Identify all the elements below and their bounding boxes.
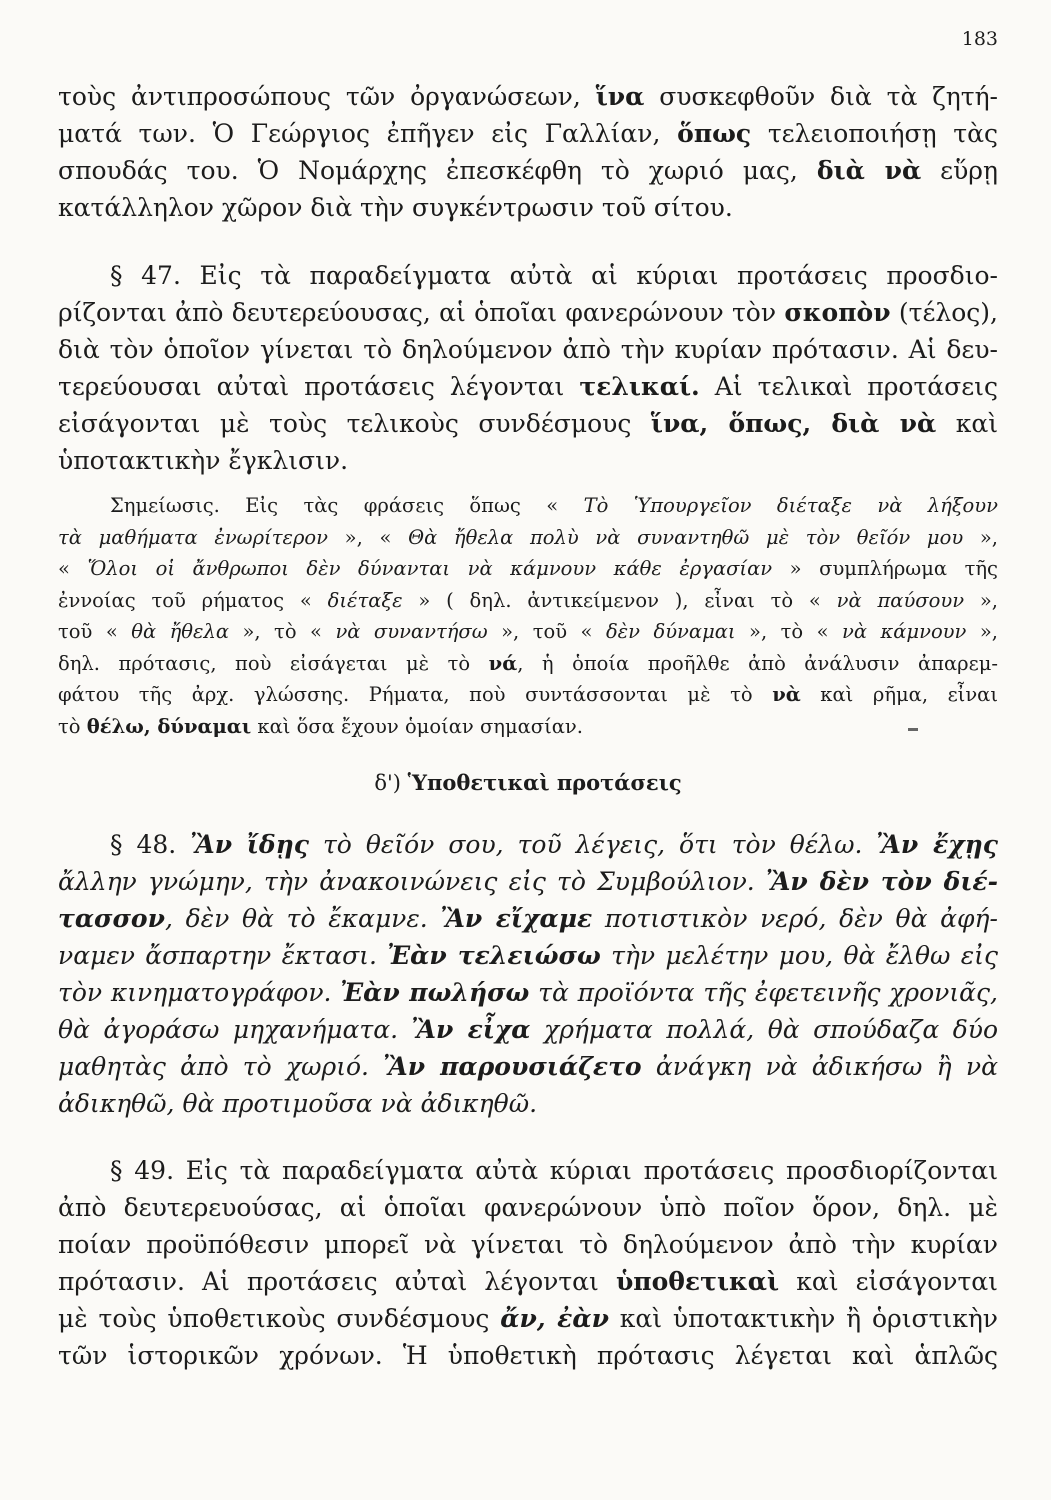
text-line	[58, 442, 998, 479]
text-run: τελικαί.	[579, 372, 700, 401]
text-run: ποτιστικὸν νερό, δὲν θὰ ἀφή-	[592, 904, 998, 933]
text-run: σπουδάς του. Ὁ Νομάρχης ἐπεσκέφθη τὸ χωριό μας,	[58, 156, 817, 185]
text-run: καὶ ὑποτακτικὴν ἢ ὁριστικὴν	[608, 1304, 999, 1333]
text-line	[58, 900, 998, 937]
text-run: τελειοποιήσῃ τὰς	[751, 119, 998, 148]
text-run: ἀπὸ δευτερευούσας, αἱ ὁποῖαι φανερώνουν ὑπὸ ποῖον ὅρον, δηλ. μὲ	[58, 1193, 998, 1222]
text-line	[58, 405, 998, 442]
text-run: ἀνάγκη νὰ ἀδικήσω ἢ νὰ	[641, 1052, 998, 1081]
text-run: , ἡ ὁποία προῆλθε ἀπὸ ἀνάλυσιν ἀπαρεμ-	[517, 651, 998, 675]
text-line	[58, 78, 998, 115]
text-run: τὰ προϊόντα τῆς ἐφετεινῆς χρονιᾶς,	[529, 978, 998, 1007]
text-run: κατάλληλον χῶρον διὰ τὴν συγκέντρωσιν τοῦ σίτου.	[58, 193, 733, 222]
text-line	[58, 1189, 998, 1226]
text-run: Σημείωσις. Εἰς τὰς φράσεις ὅπως «	[110, 494, 584, 517]
text-run: τοῦ «	[58, 620, 132, 643]
text-run: § 48.	[110, 830, 191, 859]
text-line	[58, 1300, 998, 1337]
text-line	[58, 1152, 998, 1189]
text-run: Ὑποθετικαὶ προτάσεις	[407, 770, 682, 795]
text-run: τασσον	[58, 904, 165, 933]
text-run: ρίζονται ἀπὸ δευτερεύουσας, αἱ ὁποῖαι φανερώνουν τὸν	[58, 298, 785, 327]
text-run: Τὸ Ὑπουργεῖον διέταξε νὰ λήξουν	[583, 494, 999, 517]
text-line	[58, 1011, 998, 1048]
text-line	[58, 368, 998, 405]
text-run: », τοῦ «	[487, 620, 606, 643]
text-run: », τὸ «	[229, 620, 336, 643]
page-number: 183	[961, 28, 998, 50]
text-run: ματά των. Ὁ Γεώργιος ἐπῆγεν εἰς Γαλλίαν,	[58, 119, 678, 148]
text-run: Ἂν εἴχαμε	[440, 904, 593, 933]
text-run: νὰ συναντήσω	[335, 620, 488, 643]
text-run: τὴν μελέτην μου, θὰ ἔλθω εἰς	[600, 941, 998, 970]
text-run: σκοπὸν	[784, 298, 891, 327]
text-run: ἀδικηθῶ, θὰ προτιμοῦσα νὰ ἀδικηθῶ.	[58, 1089, 538, 1118]
text-line	[58, 1048, 998, 1085]
text-line	[58, 648, 998, 680]
text-line	[58, 679, 998, 711]
text-run: Ἂν ἔχῃς	[876, 830, 998, 859]
text-run: εἰσάγονται μὲ τοὺς τελικοὺς συνδέσμους	[58, 409, 651, 438]
section-heading	[58, 770, 998, 795]
text-run: »,	[964, 588, 998, 612]
text-run: διέταξε	[327, 588, 403, 612]
text-run: τερεύουσαι αὐταὶ προτάσεις λέγονται	[58, 372, 580, 401]
text-run: τὸ	[58, 714, 87, 738]
text-run: διὰ τὸν ὁποῖον γίνεται τὸ δηλούμενον ἀπὸ τὴν κυρίαν πρότασιν. Αἱ δευ-	[58, 335, 998, 364]
paragraph-49	[58, 1152, 998, 1374]
text-run: καὶ	[936, 409, 998, 438]
text-line	[58, 616, 998, 648]
text-line	[58, 585, 998, 617]
text-run: ὅπως	[677, 119, 752, 148]
text-line	[58, 863, 998, 900]
text-run: ἄν, ἐὰν	[500, 1304, 609, 1333]
text-run: Αἱ τελικαὶ προτάσεις	[699, 372, 998, 401]
text-run: § 49. Εἰς τὰ παραδείγματα αὐτὰ κύριαι προτάσεις προσδιορίζονται	[110, 1156, 998, 1185]
text-run: μαθητὰς ἀπὸ τὸ χωριό.	[58, 1052, 384, 1081]
text-run: », τὸ «	[735, 620, 842, 643]
text-run: ναμεν ἄσπαρτην ἔκτασι.	[58, 941, 388, 970]
text-run: Ὅλοι οἱ ἄνθρωποι δὲν δύνανται νὰ κάμνουν κάθε ἐργασίαν	[87, 557, 773, 580]
text-line	[58, 490, 998, 522]
text-run: τοὺς ἀντιπροσώπους τῶν ὀργανώσεων,	[58, 82, 596, 111]
text-line	[58, 294, 998, 331]
text-run: Ἂν ἴδῃς	[190, 830, 309, 859]
paragraph-examples-final	[58, 78, 998, 226]
text-run: »,	[963, 525, 998, 549]
text-line	[58, 152, 998, 189]
text-run: ἐννοίας τοῦ ρήματος «	[58, 588, 328, 612]
text-run: χρήματα πολλά, θὰ σπούδαζα δύο	[530, 1015, 999, 1044]
text-line	[58, 1226, 998, 1263]
text-line	[58, 1085, 998, 1122]
text-run: » συμπλήρωμα τῆς	[772, 557, 998, 580]
paragraph-48	[58, 826, 998, 1122]
text-line	[58, 1263, 998, 1300]
text-run: νὰ κάμνουν	[841, 620, 967, 643]
text-run: νὰ παύσουν	[836, 588, 965, 612]
text-run: Ἐὰν τελειώσω	[387, 941, 601, 970]
text-run: ἵνα, ὅπως, διὰ νὰ	[650, 409, 937, 438]
text-run: Ἂν παρουσιάζετο	[383, 1052, 642, 1081]
text-line	[58, 257, 998, 294]
text-run: τῶν ἱστορικῶν χρόνων. Ἡ ὑποθετικὴ πρότασις λέγεται καὶ ἁπλῶς	[58, 1341, 998, 1370]
text-line	[58, 826, 998, 863]
printer-mark	[908, 728, 918, 731]
text-line	[58, 1337, 998, 1374]
text-run: τὰ μαθήματα ἐνωρίτερον	[58, 525, 328, 549]
text-run: μὲ τοὺς ὑποθετικοὺς συνδέσμους	[58, 1304, 501, 1333]
text-run: ἄλλην γνώμην, τὴν ἀνακοινώνεις εἰς τὸ Συμβούλιον.	[58, 867, 766, 896]
text-line	[58, 711, 998, 743]
text-run: νὰ	[772, 683, 801, 706]
text-run: ἵνα	[595, 82, 645, 111]
text-run: », «	[328, 525, 409, 549]
text-run: νά	[488, 651, 518, 675]
text-line	[58, 522, 998, 554]
text-run: φάτου τῆς ἀρχ. γλώσσης. Ρήματα, ποὺ συντάσσονται μὲ τὸ	[58, 683, 773, 706]
text-run: ὑποθετικαὶ	[615, 1267, 780, 1296]
text-run: τὸν κινηματογράφον.	[58, 978, 341, 1007]
text-run: δηλ. πρότασις, ποὺ εἰσάγεται μὲ τὸ	[58, 651, 489, 675]
note-paragraph	[58, 490, 998, 742]
text-run: Ἂν δὲν τὸν διέ-	[765, 867, 998, 896]
text-run: θὰ ἤθελα	[131, 620, 230, 643]
text-run: διὰ νὰ	[816, 156, 922, 185]
text-run: πρότασιν. Αἱ προτάσεις αὐταὶ λέγονται	[58, 1267, 616, 1296]
text-run: δὲν δύναμαι	[605, 620, 736, 643]
text-run: » ( δηλ. ἀντικείμενον ), εἶναι τὸ «	[402, 588, 837, 612]
text-line	[58, 331, 998, 368]
text-run: συσκεφθοῦν διὰ τὰ ζητή-	[644, 82, 998, 111]
text-run: Θὰ ἤθελα πολὺ νὰ συναντηθῶ μὲ τὸν θεῖόν μου	[408, 525, 964, 549]
text-run: ποίαν προϋπόθεσιν μπορεῖ νὰ γίνεται τὸ δηλούμενον ἀπὸ τὴν κυρίαν	[58, 1230, 998, 1259]
text-run: καὶ εἰσάγονται	[779, 1267, 998, 1296]
text-run: ὑποτακτικὴν ἔγκλισιν.	[58, 446, 349, 475]
text-run: θέλω, δύναμαι	[86, 714, 252, 738]
text-line	[58, 937, 998, 974]
text-run: »,	[966, 620, 998, 643]
text-run: § 47. Εἰς τὰ παραδείγματα αὐτὰ αἱ κύριαι προτάσεις προσδιο-	[110, 261, 998, 290]
text-line	[58, 189, 998, 226]
text-run: «	[58, 557, 88, 580]
text-run: εὕρῃ	[921, 156, 998, 185]
text-line	[58, 553, 998, 585]
text-run: δ')	[374, 771, 408, 795]
text-run: Ἐὰν πωλήσω	[340, 978, 530, 1007]
paragraph-47	[58, 257, 998, 479]
text-run: τὸ θεῖόν σου, τοῦ λέγεις, ὅτι τὸν θέλω.	[308, 830, 877, 859]
text-run: Ἂν εἶχα	[411, 1015, 531, 1044]
text-run: (τέλος),	[890, 298, 998, 327]
text-line	[58, 974, 998, 1011]
text-run: θὰ ἀγοράσω μηχανήματα.	[58, 1015, 412, 1044]
text-run: καὶ ρῆμα, εἶναι	[800, 683, 999, 706]
text-run: καὶ ὅσα ἔχουν ὁμοίαν σημασίαν.	[251, 714, 583, 738]
text-run: , δὲν θὰ τὸ ἔκαμνε.	[164, 904, 441, 933]
text-line	[58, 115, 998, 152]
